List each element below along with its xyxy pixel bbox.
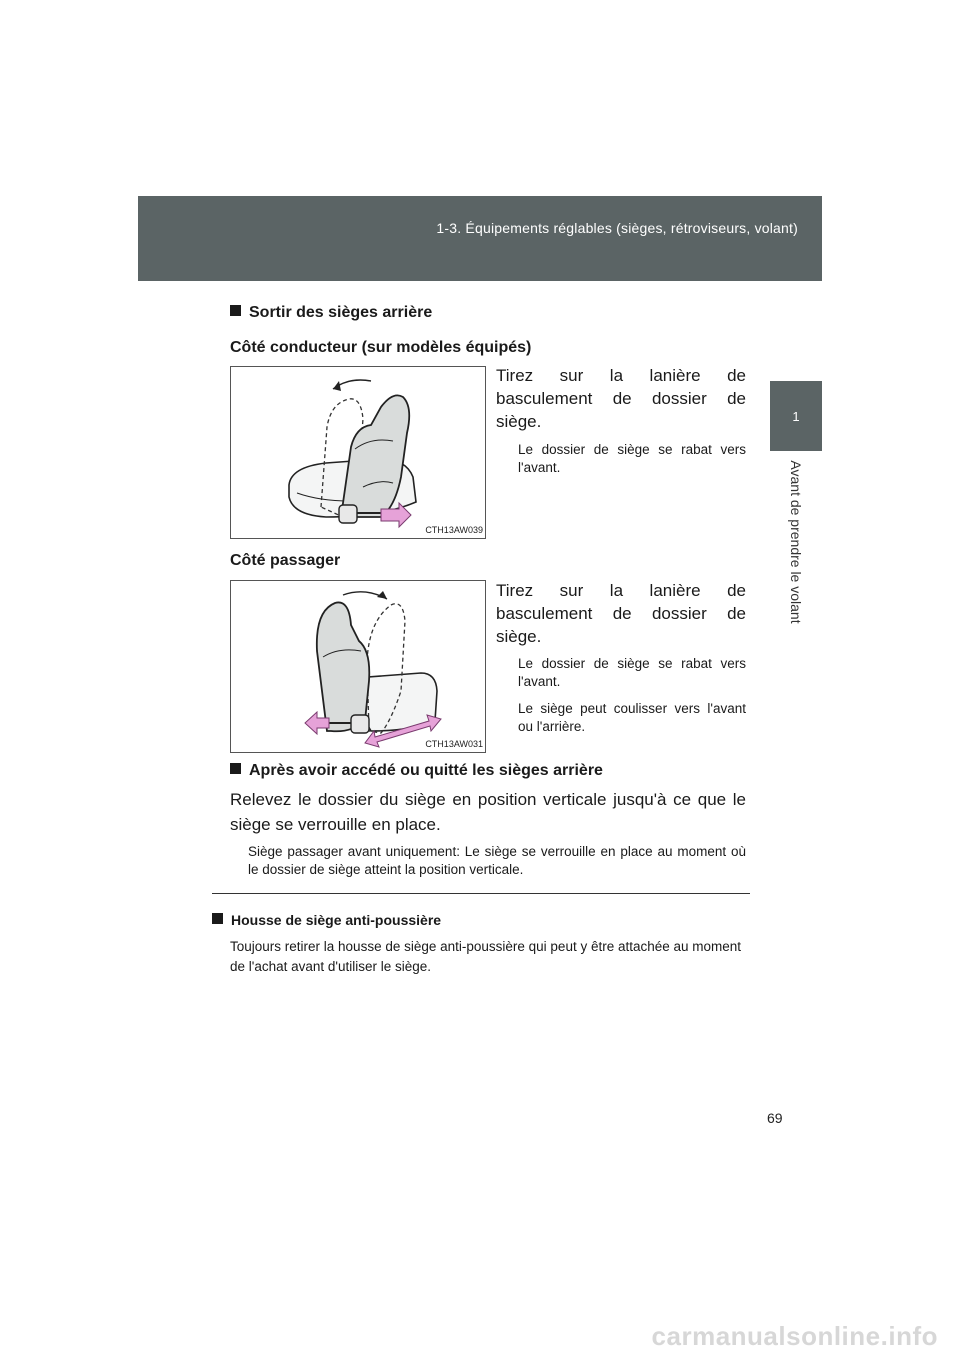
chapter-section-title: 1-3. Équipements réglables (sièges, rétroviseurs, volant) xyxy=(436,220,798,236)
page-number: 69 xyxy=(767,1110,783,1126)
chapter-header-band xyxy=(138,196,822,281)
note-passenger-seatback-folds: Le dossier de siège se rabat vers l'avant. xyxy=(518,656,746,689)
note-title-dust-cover xyxy=(212,912,441,928)
instruction-driver-side: Tirez sur la lanière de basculement de dossier de siège. xyxy=(496,366,746,431)
note-passenger-seat-slides: Le siège peut coulisser vers l'avant ou l'arrière. xyxy=(518,701,746,734)
chapter-tab-number: 1 xyxy=(770,381,822,451)
square-bullet-icon xyxy=(230,305,241,316)
section-heading-text: Sortir des sièges arrière xyxy=(249,304,433,321)
note-driver-seatback-folds: Le dossier de siège se rabat vers l'avant. xyxy=(518,442,746,475)
watermark-text: carmanualsonline.info xyxy=(651,1321,938,1351)
instruction-passenger-side: Tirez sur la lanière de basculement de dossier de siège. xyxy=(496,581,746,646)
section-heading-after-rear-access xyxy=(230,762,603,780)
subheading-driver-side: Côté conducteur (sur modèles équipés) xyxy=(230,339,532,356)
figure-passenger-seat xyxy=(230,580,486,753)
subheading-passenger-side: Côté passager xyxy=(230,552,341,569)
figure-code-passenger: CTH13AW031 xyxy=(425,739,483,749)
section-heading-text: Après avoir accédé ou quitté les sièges arrière xyxy=(249,762,603,779)
square-bullet-icon xyxy=(212,913,223,924)
chapter-tab-label-text: Avant de prendre le volant xyxy=(788,460,804,624)
note-front-passenger-lock: Siège passager avant uniquement: Le siège se verrouille en place au moment où le dossier de siège atteint la position verticale. xyxy=(248,844,746,877)
square-bullet-icon xyxy=(230,763,241,774)
note-text-dust-cover: Toujours retirer la housse de siège anti-poussière qui peut y être attachée au moment de l'achat avant d'utiliser le siège. xyxy=(230,939,742,974)
figure-code-driver: CTH13AW039 xyxy=(425,525,483,535)
figure-driver-seat xyxy=(230,366,486,539)
body-raise-seatback: Relevez le dossier du siège en position verticale jusqu'à ce que le siège se verrouille en place. xyxy=(230,790,746,834)
note-title-text: Housse de siège anti-poussière xyxy=(231,912,442,928)
driver-seat-illustration-icon xyxy=(231,367,485,538)
passenger-seat-illustration-icon xyxy=(231,581,485,752)
section-heading-exit-rear-seats xyxy=(230,304,432,322)
divider-rule xyxy=(212,893,750,894)
